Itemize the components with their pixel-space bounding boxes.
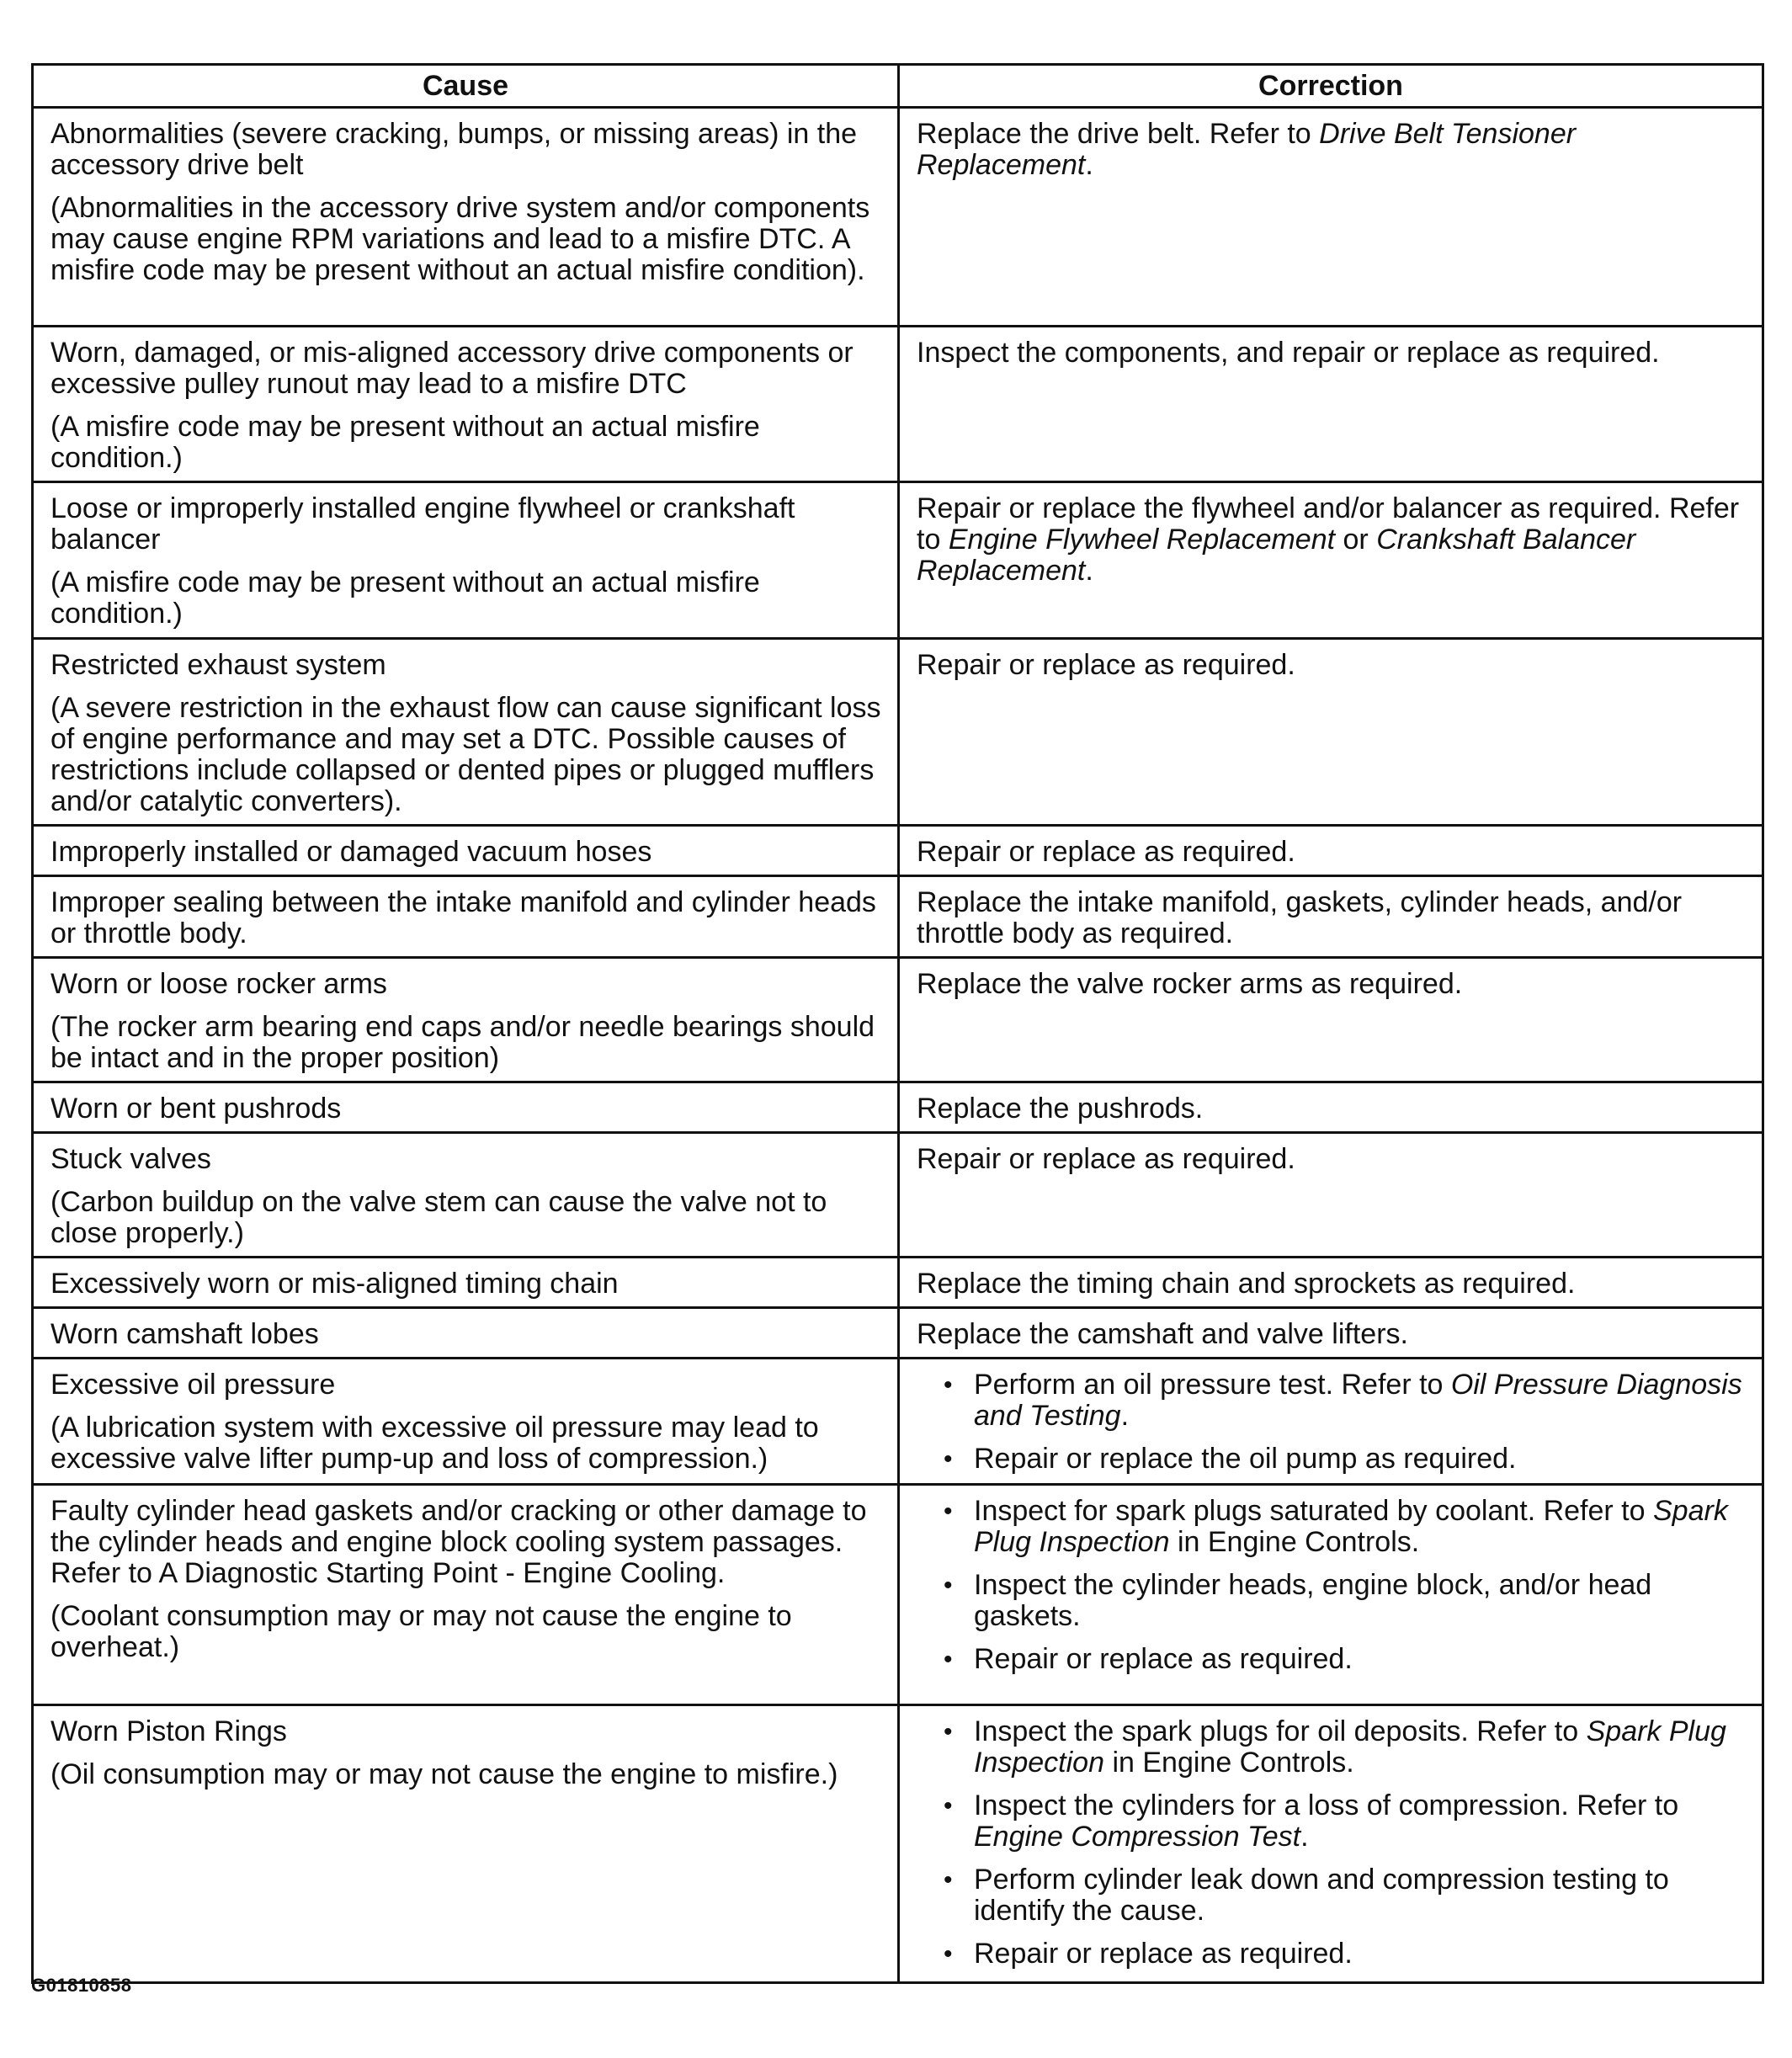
correction-text: Repair or replace the flywheel and/or balancer as required. Refer to Engine Flywheel Replacement or Crankshaft Balancer Replacement. bbox=[917, 492, 1740, 587]
bullet-item: • Perform cylinder leak down and compression testing to identify the cause. bbox=[944, 1864, 1669, 1927]
reference-link: Spark Plug Inspection bbox=[974, 1715, 1726, 1779]
table-row bbox=[33, 1485, 1763, 1705]
table-row bbox=[33, 826, 1763, 876]
table-row bbox=[33, 1308, 1763, 1359]
correction-text: Repair or replace as required. bbox=[917, 1143, 1295, 1175]
cause-text: Abnormalities (severe cracking, bumps, or missing areas) in the accessory drive belt bbox=[51, 118, 858, 181]
correction-text: Replace the pushrods. bbox=[917, 1093, 1204, 1125]
cause-cell bbox=[33, 1485, 899, 1705]
cause-text: Worn, damaged, or mis-aligned accessory drive components or excessive pulley runout may lead to a misfire DTC bbox=[51, 337, 853, 400]
bullet-icon: • bbox=[944, 1940, 953, 1968]
correction-cell bbox=[899, 1258, 1763, 1308]
table-row bbox=[33, 327, 1763, 482]
cause-cell bbox=[33, 826, 899, 876]
table-row bbox=[33, 482, 1763, 639]
cause-cell bbox=[33, 1133, 899, 1258]
header-cause: Cause bbox=[33, 65, 899, 108]
table-row bbox=[33, 958, 1763, 1082]
cause-cell bbox=[33, 327, 899, 482]
cause-correction-table bbox=[31, 63, 1764, 1984]
cause-text: Improper sealing between the intake manifold and cylinder heads or throttle body. bbox=[51, 886, 876, 949]
correction-bullet-list bbox=[917, 1716, 1755, 1970]
cause-note: (Oil consumption may or may not cause the engine to misfire.) bbox=[51, 1758, 838, 1790]
reference-link: Engine Compression Test bbox=[974, 1821, 1301, 1853]
correction-cell bbox=[899, 482, 1763, 639]
cause-text: Worn Piston Rings bbox=[51, 1715, 287, 1747]
correction-text: Replace the intake manifold, gaskets, cylinder heads, and/or throttle body as required. bbox=[917, 886, 1683, 949]
cause-text: Improperly installed or damaged vacuum hoses bbox=[51, 836, 652, 868]
bullet-item: • Perform an oil pressure test. Refer to Oil Pressure Diagnosis and Testing. bbox=[944, 1369, 1742, 1432]
table-row bbox=[33, 1082, 1763, 1133]
table-row bbox=[33, 1359, 1763, 1485]
table-row bbox=[33, 639, 1763, 826]
cause-text: Excessively worn or mis-aligned timing chain bbox=[51, 1268, 619, 1300]
correction-cell bbox=[899, 876, 1763, 958]
cause-cell bbox=[33, 108, 899, 327]
cause-cell bbox=[33, 1705, 899, 1983]
correction-cell bbox=[899, 1485, 1763, 1705]
correction-cell bbox=[899, 958, 1763, 1082]
table-header-row bbox=[33, 65, 1763, 108]
cause-text: Excessive oil pressure bbox=[51, 1369, 336, 1401]
cause-note: (The rocker arm bearing end caps and/or needle bearings should be intact and in the proper position) bbox=[51, 1011, 875, 1074]
cause-cell bbox=[33, 958, 899, 1082]
table-row bbox=[33, 1133, 1763, 1258]
cause-note: (A lubrication system with excessive oil pressure may lead to excessive valve lifter pump-up and loss of compression.) bbox=[51, 1412, 819, 1475]
cause-text: Restricted exhaust system bbox=[51, 649, 386, 681]
correction-cell bbox=[899, 1082, 1763, 1133]
correction-text: Replace the timing chain and sprockets as required. bbox=[917, 1268, 1576, 1300]
cause-cell bbox=[33, 639, 899, 826]
bullet-item: • Repair or replace as required. bbox=[944, 1938, 1353, 1970]
figure-id: G01810858 bbox=[31, 1975, 132, 1996]
correction-cell bbox=[899, 826, 1763, 876]
bullet-item: • Inspect the cylinders for a loss of compression. Refer to Engine Compression Test. bbox=[944, 1789, 1679, 1853]
correction-text: Repair or replace as required. bbox=[917, 836, 1295, 868]
cause-note: (A misfire code may be present without an actual misfire condition.) bbox=[51, 411, 760, 474]
cause-text: Worn camshaft lobes bbox=[51, 1318, 319, 1350]
reference-link: Crankshaft Balancer Replacement bbox=[917, 524, 1636, 587]
correction-cell bbox=[899, 1133, 1763, 1258]
bullet-icon: • bbox=[944, 1718, 953, 1746]
table-row bbox=[33, 1705, 1763, 1983]
correction-cell bbox=[899, 1308, 1763, 1359]
cause-note: (A severe restriction in the exhaust flow can cause significant loss of engine performance and may set a DTC. Possible causes of restrictions include collapsed or dented pipes or plugged mufflers and/or catalytic converters). bbox=[51, 692, 881, 817]
cause-text: Faulty cylinder head gaskets and/or cracking or other damage to the cylinder heads and engine block cooling system passages. Refer to A Diagnostic Starting Point - Engine Cooling. bbox=[51, 1495, 867, 1589]
cause-text: Worn or loose rocker arms bbox=[51, 968, 387, 1000]
cause-note: (Coolant consumption may or may not cause the engine to overheat.) bbox=[51, 1600, 792, 1663]
bullet-icon: • bbox=[944, 1445, 953, 1473]
cause-text: Stuck valves bbox=[51, 1143, 211, 1175]
bullet-item: • Inspect for spark plugs saturated by coolant. Refer to Spark Plug Inspection in Engine Controls. bbox=[944, 1495, 1728, 1558]
table-row bbox=[33, 876, 1763, 958]
cause-note: (Abnormalities in the accessory drive system and/or components may cause engine RPM variations and lead to a misfire DTC. A misfire code may be present without an actual misfire condition). bbox=[51, 192, 870, 286]
table-row bbox=[33, 1258, 1763, 1308]
cause-text: Worn or bent pushrods bbox=[51, 1093, 342, 1125]
correction-cell bbox=[899, 639, 1763, 826]
bullet-item: • Repair or replace as required. bbox=[944, 1643, 1353, 1675]
correction-text: Replace the camshaft and valve lifters. bbox=[917, 1318, 1408, 1350]
reference-link: Oil Pressure Diagnosis and Testing bbox=[974, 1369, 1742, 1432]
bullet-icon: • bbox=[944, 1571, 953, 1599]
cause-cell bbox=[33, 1308, 899, 1359]
bullet-item: • Repair or replace the oil pump as required. bbox=[944, 1443, 1517, 1475]
cause-note: (A misfire code may be present without an actual misfire condition.) bbox=[51, 566, 760, 630]
correction-bullet-list bbox=[917, 1496, 1755, 1675]
bullet-icon: • bbox=[944, 1646, 953, 1673]
header-correction: Correction bbox=[899, 65, 1763, 108]
cause-text: Loose or improperly installed engine flywheel or crankshaft balancer bbox=[51, 492, 795, 556]
bullet-icon: • bbox=[944, 1497, 953, 1525]
reference-link: Engine Flywheel Replacement bbox=[948, 524, 1336, 556]
correction-cell bbox=[899, 1705, 1763, 1983]
correction-cell bbox=[899, 108, 1763, 327]
correction-text: Repair or replace as required. bbox=[917, 649, 1295, 681]
table-row bbox=[33, 108, 1763, 327]
reference-link: Drive Belt Tensioner Replacement bbox=[917, 118, 1577, 181]
bullet-icon: • bbox=[944, 1371, 953, 1399]
correction-cell bbox=[899, 327, 1763, 482]
cause-cell bbox=[33, 1258, 899, 1308]
bullet-item: • Inspect the spark plugs for oil deposits. Refer to Spark Plug Inspection in Engine Controls. bbox=[944, 1715, 1726, 1779]
bullet-item: • Inspect the cylinder heads, engine block, and/or head gaskets. bbox=[944, 1569, 1652, 1632]
correction-bullet-list bbox=[917, 1369, 1755, 1475]
correction-text: Replace the drive belt. Refer to Drive Belt Tensioner Replacement. bbox=[917, 118, 1577, 181]
correction-text: Replace the valve rocker arms as required. bbox=[917, 968, 1463, 1000]
cause-cell bbox=[33, 1082, 899, 1133]
bullet-icon: • bbox=[944, 1866, 953, 1894]
correction-cell bbox=[899, 1359, 1763, 1485]
cause-cell bbox=[33, 482, 899, 639]
cause-cell bbox=[33, 876, 899, 958]
cause-note: (Carbon buildup on the valve stem can cause the valve not to close properly.) bbox=[51, 1186, 827, 1249]
correction-text: Inspect the components, and repair or replace as required. bbox=[917, 337, 1660, 369]
reference-link: Spark Plug Inspection bbox=[974, 1495, 1728, 1558]
bullet-icon: • bbox=[944, 1792, 953, 1820]
cause-cell bbox=[33, 1359, 899, 1485]
